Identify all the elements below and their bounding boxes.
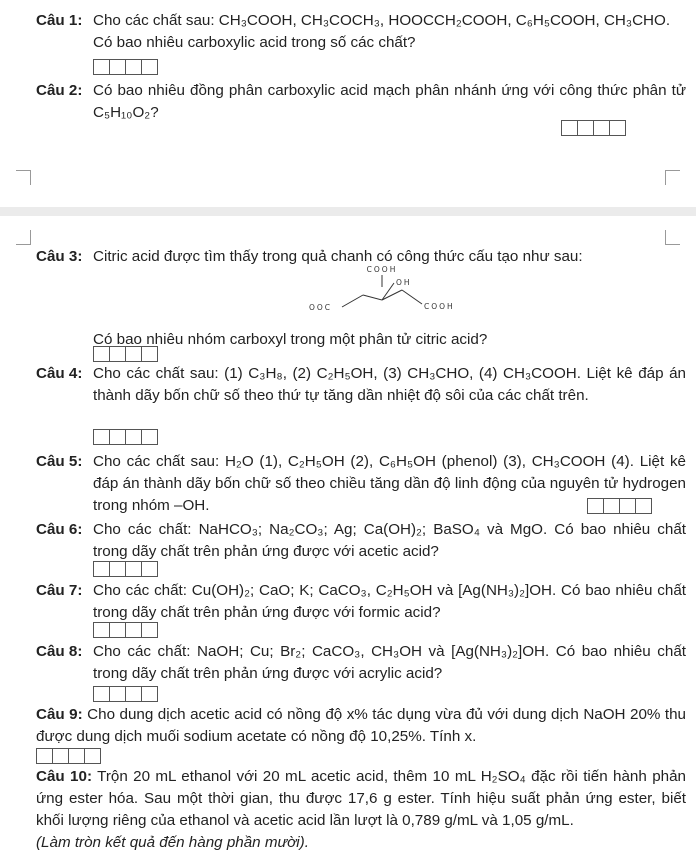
question-text: Cho dung dịch acetic acid có nồng độ x% tác dụng vừa đủ với dung dịch NaOH 20% thu được dung dịch muối sodium acetate có nồng độ 10,25%. Tính x. — [36, 706, 686, 745]
question-text: Trộn 20 mL ethanol với 20 mL acetic acid, thêm 10 mL H₂SO₄ đặc rồi tiến hành phản ứng ester hóa. Sau một thời gian, thu được 17,6 g ester. Tính hiệu suất phản ứng ester, biết khối lượng riêng của ethanol và acetic acid lần lượt là 0,789 g/mL và 1,05 g/mL. — [36, 768, 686, 829]
question-number: Câu 10: — [36, 768, 93, 785]
structure-label-top: COOH — [366, 265, 398, 274]
structure-bond — [342, 295, 363, 307]
question-text: Cho các chất: NaOH; Cu; Br₂; CaCO₃, CH₃OH và [Ag(NH₃)₂]OH. Có bao nhiêu chất trong dãy chất trên phản ứng được với acrylic acid? — [93, 643, 686, 682]
structure-bond — [402, 290, 422, 304]
question-number: Câu 2: — [36, 82, 83, 99]
answer-boxes[interactable] — [587, 498, 652, 514]
question-number: Câu 8: — [36, 643, 83, 660]
question-text: Có bao nhiêu nhóm carboxyl trong một phân tử citric acid? — [93, 331, 488, 348]
answer-boxes[interactable] — [36, 748, 101, 764]
question-10 — [36, 766, 686, 854]
crop-corner-mark — [16, 230, 31, 245]
answer-boxes[interactable] — [93, 622, 158, 638]
answer-boxes[interactable] — [93, 429, 158, 445]
answer-boxes[interactable] — [93, 561, 158, 577]
question-number: Câu 5: — [36, 453, 83, 470]
question-9 — [36, 704, 686, 748]
question-number: Câu 6: — [36, 521, 83, 538]
page-section-top — [0, 0, 696, 207]
question-4 — [36, 363, 686, 407]
structure-label-left: OOC — [309, 303, 333, 312]
question-text: Cho các chất sau: (1) C₃H₈, (2) C₂H₅OH, (3) CH₃CHO, (4) CH₃COOH. Liệt kê đáp án thành dãy bốn chữ số theo thứ tự tăng dần nhiệt độ sôi của các chất trên. — [93, 365, 686, 404]
question-text: Citric acid được tìm thấy trong quả chanh có công thức cấu tạo như sau: — [93, 248, 583, 265]
page-separator — [0, 207, 696, 216]
question-number: Câu 1: — [36, 12, 83, 29]
page-section-bottom — [0, 216, 696, 854]
crop-corner-mark — [665, 230, 680, 245]
question-text: Cho các chất: NaHCO₃; Na₂CO₃; Ag; Ca(OH)₂; BaSO₄ và MgO. Có bao nhiêu chất trong dãy chất trên phản ứng được với acetic acid? — [93, 521, 686, 560]
structure-label-right: COOH — [424, 302, 455, 311]
question-number: Câu 9: — [36, 706, 83, 723]
question-text: Cho các chất: Cu(OH)₂; CaO; K; CaCO₃, C₂H₅OH và [Ag(NH₃)₂]OH. Có bao nhiêu chất trong dãy chất trên phản ứng được với formic acid? — [93, 582, 686, 621]
question-6 — [36, 519, 686, 563]
question-text: Có bao nhiêu carboxylic acid trong số các chất? — [93, 34, 416, 51]
question-number: Câu 4: — [36, 365, 83, 382]
question-text: Cho các chất sau: H₂O (1), C₂H₅OH (2), C₆H₅OH (phenol) (3), CH₃COOH (4). Liệt kê đáp án thành dãy bốn chữ số theo chiều tăng dần độ linh động của nguyên tử hydrogen trong nhóm –OH. — [93, 453, 686, 514]
answer-boxes[interactable] — [561, 120, 626, 136]
answer-boxes[interactable] — [93, 59, 158, 75]
structure-label-oh: OH — [396, 278, 412, 287]
structure-bond — [363, 295, 382, 300]
answer-boxes[interactable] — [93, 346, 158, 362]
question-7 — [36, 580, 686, 624]
question-2 — [36, 80, 686, 124]
question-text: Có bao nhiêu đồng phân carboxylic acid mạch phân nhánh ứng với công thức phân tử C₅H₁₀O₂? — [93, 82, 686, 121]
crop-corner-mark — [16, 170, 31, 185]
question-number: Câu 3: — [36, 248, 83, 265]
answer-boxes[interactable] — [93, 686, 158, 702]
question-8 — [36, 641, 686, 685]
question-text: Cho các chất sau: CH₃COOH, CH₃COCH₃, HOOCCH₂COOH, C₆H₅COOH, CH₃CHO. — [93, 12, 671, 29]
crop-corner-mark — [665, 170, 680, 185]
citric-acid-structure — [300, 263, 470, 321]
question-1 — [36, 10, 686, 54]
question-note: (Làm tròn kết quả đến hàng phần mười). — [36, 834, 309, 851]
question-number: Câu 7: — [36, 582, 83, 599]
